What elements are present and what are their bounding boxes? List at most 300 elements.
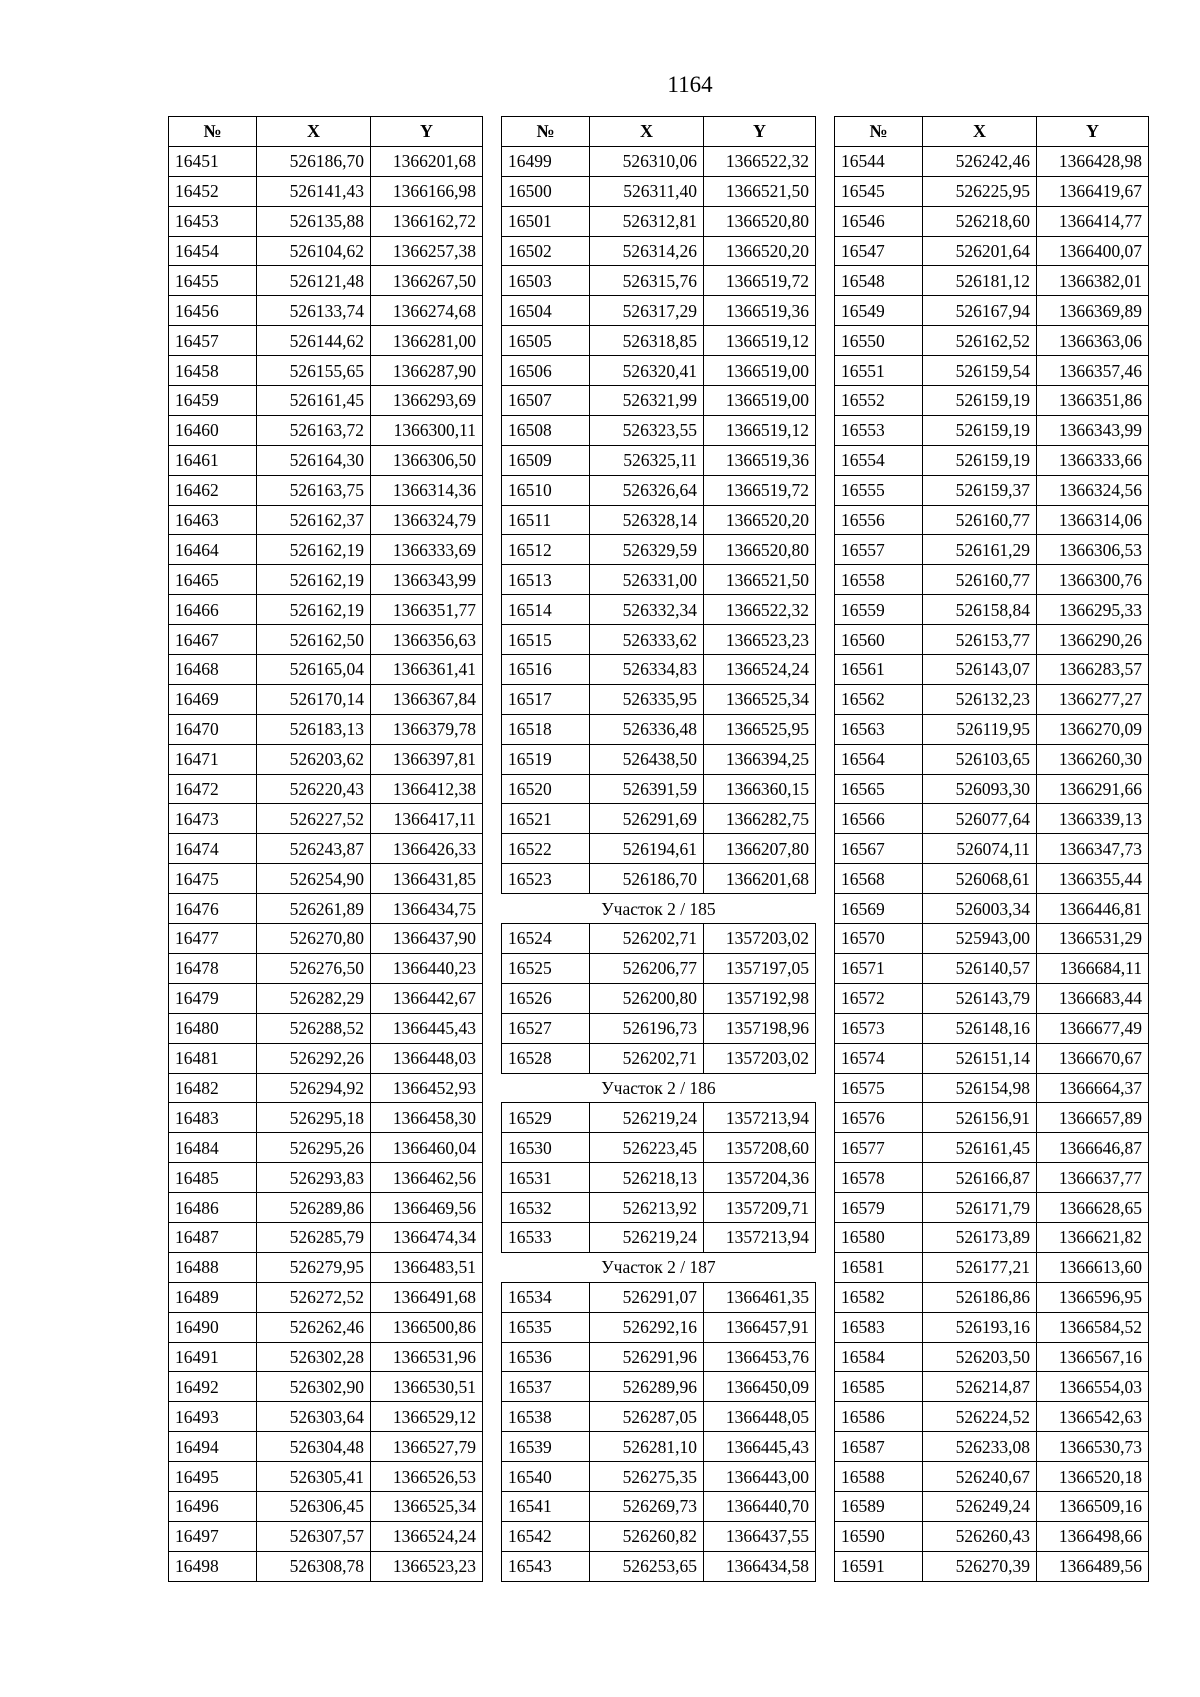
point-number: 16562 <box>835 684 923 714</box>
point-number: 16504 <box>502 296 590 326</box>
y-coordinate: 1357203,02 <box>704 924 816 954</box>
point-number: 16451 <box>169 146 257 176</box>
y-coordinate: 1366637,77 <box>1037 1163 1149 1193</box>
y-coordinate: 1366414,77 <box>1037 206 1149 236</box>
y-coordinate: 1366613,60 <box>1037 1252 1149 1282</box>
x-coordinate: 526159,19 <box>923 386 1037 416</box>
y-coordinate: 1366462,56 <box>371 1163 483 1193</box>
y-coordinate: 1366584,52 <box>1037 1312 1149 1342</box>
y-coordinate: 1366274,68 <box>371 296 483 326</box>
y-coordinate: 1366520,20 <box>704 236 816 266</box>
table-row <box>835 864 1149 894</box>
y-coordinate: 1366293,69 <box>371 386 483 416</box>
y-coordinate: 1366520,18 <box>1037 1462 1149 1492</box>
table-row <box>502 176 816 206</box>
table-row <box>502 655 816 685</box>
y-coordinate: 1366343,99 <box>1037 415 1149 445</box>
x-coordinate: 526331,00 <box>590 565 704 595</box>
x-coordinate: 526334,83 <box>590 655 704 685</box>
x-coordinate: 526262,46 <box>257 1312 371 1342</box>
y-coordinate: 1366483,51 <box>371 1252 483 1282</box>
table-row <box>835 505 1149 535</box>
point-number: 16538 <box>502 1402 590 1432</box>
point-number: 16454 <box>169 236 257 266</box>
point-number: 16496 <box>169 1491 257 1521</box>
y-coordinate: 1366324,79 <box>371 505 483 535</box>
x-coordinate: 526249,24 <box>923 1491 1037 1521</box>
table-row <box>502 1133 816 1163</box>
x-coordinate: 526068,61 <box>923 864 1037 894</box>
point-number: 16510 <box>502 475 590 505</box>
y-coordinate: 1366474,34 <box>371 1222 483 1252</box>
point-number: 16574 <box>835 1043 923 1073</box>
y-coordinate: 1366440,70 <box>704 1491 816 1521</box>
y-coordinate: 1366519,72 <box>704 266 816 296</box>
y-coordinate: 1366300,11 <box>371 415 483 445</box>
x-coordinate: 526326,64 <box>590 475 704 505</box>
x-coordinate: 526103,65 <box>923 744 1037 774</box>
point-number: 16459 <box>169 386 257 416</box>
x-coordinate: 526193,16 <box>923 1312 1037 1342</box>
y-coordinate: 1366267,50 <box>371 266 483 296</box>
table-row <box>835 475 1149 505</box>
y-coordinate: 1366295,33 <box>1037 595 1149 625</box>
point-number: 16521 <box>502 804 590 834</box>
table-row <box>502 266 816 296</box>
point-number: 16480 <box>169 1013 257 1043</box>
x-coordinate: 526438,50 <box>590 744 704 774</box>
y-coordinate: 1357204,36 <box>704 1163 816 1193</box>
table-row <box>502 445 816 475</box>
section-row <box>502 894 816 924</box>
point-number: 16487 <box>169 1222 257 1252</box>
x-coordinate: 526329,59 <box>590 535 704 565</box>
point-number: 16494 <box>169 1432 257 1462</box>
x-coordinate: 526160,77 <box>923 565 1037 595</box>
table-row <box>835 1372 1149 1402</box>
header-y: Y <box>1037 117 1149 147</box>
point-number: 16514 <box>502 595 590 625</box>
y-coordinate: 1366460,04 <box>371 1133 483 1163</box>
y-coordinate: 1366519,36 <box>704 445 816 475</box>
y-coordinate: 1366419,67 <box>1037 176 1149 206</box>
point-number: 16553 <box>835 415 923 445</box>
table-row <box>169 1193 483 1223</box>
x-coordinate: 526164,30 <box>257 445 371 475</box>
point-number: 16573 <box>835 1013 923 1043</box>
y-coordinate: 1366400,07 <box>1037 236 1149 266</box>
y-coordinate: 1366542,63 <box>1037 1402 1149 1432</box>
point-number: 16554 <box>835 445 923 475</box>
table-row <box>169 1222 483 1252</box>
point-number: 16545 <box>835 176 923 206</box>
y-coordinate: 1366519,12 <box>704 415 816 445</box>
header-x: X <box>923 117 1037 147</box>
point-number: 16532 <box>502 1193 590 1223</box>
x-coordinate: 526289,86 <box>257 1193 371 1223</box>
x-coordinate: 526161,45 <box>257 386 371 416</box>
x-coordinate: 526159,54 <box>923 356 1037 386</box>
table-row <box>169 415 483 445</box>
x-coordinate: 526219,24 <box>590 1222 704 1252</box>
y-coordinate: 1366356,63 <box>371 625 483 655</box>
y-coordinate: 1366657,89 <box>1037 1103 1149 1133</box>
table-row <box>835 894 1149 924</box>
table-row <box>502 714 816 744</box>
y-coordinate: 1366355,44 <box>1037 864 1149 894</box>
table-row <box>502 804 816 834</box>
point-number: 16575 <box>835 1073 923 1103</box>
point-number: 16582 <box>835 1282 923 1312</box>
point-number: 16590 <box>835 1521 923 1551</box>
table-row <box>835 655 1149 685</box>
y-coordinate: 1366351,77 <box>371 595 483 625</box>
y-coordinate: 1366521,50 <box>704 176 816 206</box>
point-number: 16484 <box>169 1133 257 1163</box>
y-coordinate: 1366434,58 <box>704 1551 816 1581</box>
y-coordinate: 1366431,85 <box>371 864 483 894</box>
x-coordinate: 526166,87 <box>923 1163 1037 1193</box>
point-number: 16569 <box>835 894 923 924</box>
table-row <box>169 864 483 894</box>
table-row <box>835 1013 1149 1043</box>
x-coordinate: 526294,92 <box>257 1073 371 1103</box>
y-coordinate: 1366437,90 <box>371 924 483 954</box>
point-number: 16526 <box>502 983 590 1013</box>
x-coordinate: 526315,76 <box>590 266 704 296</box>
point-number: 16465 <box>169 565 257 595</box>
point-number: 16452 <box>169 176 257 206</box>
table-row <box>835 386 1149 416</box>
x-coordinate: 526261,89 <box>257 894 371 924</box>
x-coordinate: 526270,80 <box>257 924 371 954</box>
x-coordinate: 526224,52 <box>923 1402 1037 1432</box>
x-coordinate: 526162,19 <box>257 565 371 595</box>
table-row <box>169 1163 483 1193</box>
x-coordinate: 526143,79 <box>923 983 1037 1013</box>
x-coordinate: 526200,80 <box>590 983 704 1013</box>
y-coordinate: 1366201,68 <box>371 146 483 176</box>
table-row <box>835 1462 1149 1492</box>
y-coordinate: 1366519,00 <box>704 386 816 416</box>
y-coordinate: 1366457,91 <box>704 1312 816 1342</box>
table-row <box>169 714 483 744</box>
point-number: 16488 <box>169 1252 257 1282</box>
x-coordinate: 526162,52 <box>923 326 1037 356</box>
point-number: 16502 <box>502 236 590 266</box>
table-row <box>502 924 816 954</box>
table-row <box>169 1282 483 1312</box>
point-number: 16565 <box>835 774 923 804</box>
table-row <box>835 535 1149 565</box>
table-row <box>169 744 483 774</box>
y-coordinate: 1366257,38 <box>371 236 483 266</box>
y-coordinate: 1366458,30 <box>371 1103 483 1133</box>
x-coordinate: 526314,26 <box>590 236 704 266</box>
x-coordinate: 526186,70 <box>590 864 704 894</box>
x-coordinate: 526155,65 <box>257 356 371 386</box>
y-coordinate: 1357208,60 <box>704 1133 816 1163</box>
point-number: 16460 <box>169 415 257 445</box>
table-row <box>169 1551 483 1581</box>
x-coordinate: 526161,29 <box>923 535 1037 565</box>
y-coordinate: 1366166,98 <box>371 176 483 206</box>
table-row <box>502 296 816 326</box>
x-coordinate: 526202,71 <box>590 924 704 954</box>
table-row <box>502 565 816 595</box>
x-coordinate: 526165,04 <box>257 655 371 685</box>
point-number: 16489 <box>169 1282 257 1312</box>
x-coordinate: 526332,34 <box>590 595 704 625</box>
y-coordinate: 1366621,82 <box>1037 1222 1149 1252</box>
y-coordinate: 1366519,36 <box>704 296 816 326</box>
y-coordinate: 1366519,00 <box>704 356 816 386</box>
point-number: 16533 <box>502 1222 590 1252</box>
y-coordinate: 1366443,00 <box>704 1462 816 1492</box>
point-number: 16477 <box>169 924 257 954</box>
x-coordinate: 526254,90 <box>257 864 371 894</box>
table-row <box>502 1462 816 1492</box>
point-number: 16522 <box>502 834 590 864</box>
point-number: 16535 <box>502 1312 590 1342</box>
point-number: 16515 <box>502 625 590 655</box>
point-number: 16505 <box>502 326 590 356</box>
y-coordinate: 1366379,78 <box>371 714 483 744</box>
table-row <box>502 475 816 505</box>
y-coordinate: 1366531,96 <box>371 1342 483 1372</box>
point-number: 16468 <box>169 655 257 685</box>
y-coordinate: 1357203,02 <box>704 1043 816 1073</box>
x-coordinate: 526310,06 <box>590 146 704 176</box>
y-coordinate: 1366397,81 <box>371 744 483 774</box>
table-row <box>169 236 483 266</box>
page-number: 1164 <box>667 72 713 97</box>
table-row <box>169 1013 483 1043</box>
y-coordinate: 1366343,99 <box>371 565 483 595</box>
table-row <box>835 804 1149 834</box>
table-row <box>835 924 1149 954</box>
x-coordinate: 526140,57 <box>923 953 1037 983</box>
x-coordinate: 526173,89 <box>923 1222 1037 1252</box>
y-coordinate: 1366437,55 <box>704 1521 816 1551</box>
x-coordinate: 526158,84 <box>923 595 1037 625</box>
y-coordinate: 1357197,05 <box>704 953 816 983</box>
table-row <box>502 625 816 655</box>
x-coordinate: 526148,16 <box>923 1013 1037 1043</box>
table-row <box>169 1402 483 1432</box>
y-coordinate: 1366646,87 <box>1037 1133 1149 1163</box>
y-coordinate: 1366357,46 <box>1037 356 1149 386</box>
x-coordinate: 526287,05 <box>590 1402 704 1432</box>
point-number: 16529 <box>502 1103 590 1133</box>
point-number: 16586 <box>835 1402 923 1432</box>
table-row <box>169 266 483 296</box>
table-row <box>502 953 816 983</box>
table-row <box>835 146 1149 176</box>
x-coordinate: 526159,37 <box>923 475 1037 505</box>
y-coordinate: 1366347,73 <box>1037 834 1149 864</box>
table-row <box>169 1312 483 1342</box>
point-number: 16512 <box>502 535 590 565</box>
point-number: 16552 <box>835 386 923 416</box>
x-coordinate: 526163,72 <box>257 415 371 445</box>
point-number: 16483 <box>169 1103 257 1133</box>
x-coordinate: 526177,21 <box>923 1252 1037 1282</box>
y-coordinate: 1357209,71 <box>704 1193 816 1223</box>
y-coordinate: 1366664,37 <box>1037 1073 1149 1103</box>
table-row <box>835 415 1149 445</box>
point-number: 16472 <box>169 774 257 804</box>
y-coordinate: 1366339,13 <box>1037 804 1149 834</box>
table-row <box>502 834 816 864</box>
point-number: 16547 <box>835 236 923 266</box>
header-number: № <box>169 117 257 147</box>
x-coordinate: 526162,19 <box>257 595 371 625</box>
point-number: 16500 <box>502 176 590 206</box>
y-coordinate: 1366270,09 <box>1037 714 1149 744</box>
y-coordinate: 1366162,72 <box>371 206 483 236</box>
y-coordinate: 1366434,75 <box>371 894 483 924</box>
point-number: 16591 <box>835 1551 923 1581</box>
y-coordinate: 1366524,24 <box>704 655 816 685</box>
x-coordinate: 526307,57 <box>257 1521 371 1551</box>
point-number: 16471 <box>169 744 257 774</box>
table-row <box>835 1312 1149 1342</box>
x-coordinate: 526170,14 <box>257 684 371 714</box>
table-row <box>169 1043 483 1073</box>
point-number: 16485 <box>169 1163 257 1193</box>
point-number: 16534 <box>502 1282 590 1312</box>
y-coordinate: 1366361,41 <box>371 655 483 685</box>
header-x: X <box>590 117 704 147</box>
table-row <box>502 1103 816 1133</box>
table-row <box>169 146 483 176</box>
table-row <box>502 236 816 266</box>
x-coordinate: 526186,86 <box>923 1282 1037 1312</box>
y-coordinate: 1366461,35 <box>704 1282 816 1312</box>
point-number: 16564 <box>835 744 923 774</box>
point-number: 16516 <box>502 655 590 685</box>
point-number: 16566 <box>835 804 923 834</box>
point-number: 16491 <box>169 1342 257 1372</box>
point-number: 16523 <box>502 864 590 894</box>
y-coordinate: 1366628,65 <box>1037 1193 1149 1223</box>
point-number: 16469 <box>169 684 257 714</box>
section-title: Участок 2 / 185 <box>502 894 816 924</box>
point-number: 16587 <box>835 1432 923 1462</box>
table-row <box>502 1372 816 1402</box>
y-coordinate: 1366596,95 <box>1037 1282 1149 1312</box>
point-number: 16580 <box>835 1222 923 1252</box>
section-title: Участок 2 / 187 <box>502 1252 816 1282</box>
coordinates-table-3 <box>834 116 1149 1582</box>
table-row <box>835 1491 1149 1521</box>
table-row <box>835 356 1149 386</box>
x-coordinate: 526201,64 <box>923 236 1037 266</box>
x-coordinate: 526183,13 <box>257 714 371 744</box>
table-row <box>502 535 816 565</box>
x-coordinate: 526317,29 <box>590 296 704 326</box>
x-coordinate: 526214,87 <box>923 1372 1037 1402</box>
y-coordinate: 1366428,98 <box>1037 146 1149 176</box>
x-coordinate: 526162,19 <box>257 535 371 565</box>
coordinates-table-1 <box>168 116 483 1582</box>
table-row <box>169 356 483 386</box>
x-coordinate: 526135,88 <box>257 206 371 236</box>
table-row <box>169 1521 483 1551</box>
table-row <box>169 565 483 595</box>
x-coordinate: 526269,73 <box>590 1491 704 1521</box>
x-coordinate: 526240,67 <box>923 1462 1037 1492</box>
y-coordinate: 1366670,67 <box>1037 1043 1149 1073</box>
table-row <box>835 625 1149 655</box>
point-number: 16461 <box>169 445 257 475</box>
point-number: 16499 <box>502 146 590 176</box>
point-number: 16558 <box>835 565 923 595</box>
table-row <box>169 206 483 236</box>
table-row <box>835 1163 1149 1193</box>
x-coordinate: 526162,50 <box>257 625 371 655</box>
point-number: 16546 <box>835 206 923 236</box>
point-number: 16563 <box>835 714 923 744</box>
point-number: 16531 <box>502 1163 590 1193</box>
x-coordinate: 526163,75 <box>257 475 371 505</box>
point-number: 16527 <box>502 1013 590 1043</box>
y-coordinate: 1366500,86 <box>371 1312 483 1342</box>
y-coordinate: 1366509,16 <box>1037 1491 1149 1521</box>
x-coordinate: 526159,19 <box>923 415 1037 445</box>
y-coordinate: 1366489,56 <box>1037 1551 1149 1581</box>
x-coordinate: 526333,62 <box>590 625 704 655</box>
x-coordinate: 526312,81 <box>590 206 704 236</box>
y-coordinate: 1366525,34 <box>371 1491 483 1521</box>
x-coordinate: 526323,55 <box>590 415 704 445</box>
x-coordinate: 526291,07 <box>590 1282 704 1312</box>
point-number: 16551 <box>835 356 923 386</box>
x-coordinate: 526281,10 <box>590 1432 704 1462</box>
table-row <box>169 1252 483 1282</box>
x-coordinate: 526202,71 <box>590 1043 704 1073</box>
x-coordinate: 526144,62 <box>257 326 371 356</box>
point-number: 16474 <box>169 834 257 864</box>
table-row <box>169 1491 483 1521</box>
y-coordinate: 1366684,11 <box>1037 953 1149 983</box>
y-coordinate: 1366382,01 <box>1037 266 1149 296</box>
y-coordinate: 1366520,80 <box>704 535 816 565</box>
point-number: 16550 <box>835 326 923 356</box>
table-row <box>502 1551 816 1581</box>
y-coordinate: 1366527,79 <box>371 1432 483 1462</box>
point-number: 16506 <box>502 356 590 386</box>
section-title: Участок 2 / 186 <box>502 1073 816 1103</box>
point-number: 16588 <box>835 1462 923 1492</box>
y-coordinate: 1366522,32 <box>704 595 816 625</box>
point-number: 16486 <box>169 1193 257 1223</box>
y-coordinate: 1366367,84 <box>371 684 483 714</box>
x-coordinate: 526225,95 <box>923 176 1037 206</box>
x-coordinate: 526218,13 <box>590 1163 704 1193</box>
y-coordinate: 1366524,24 <box>371 1521 483 1551</box>
y-coordinate: 1366291,66 <box>1037 774 1149 804</box>
table-row <box>835 266 1149 296</box>
point-number: 16539 <box>502 1432 590 1462</box>
x-coordinate: 526293,83 <box>257 1163 371 1193</box>
table-row <box>169 296 483 326</box>
point-number: 16466 <box>169 595 257 625</box>
y-coordinate: 1366525,34 <box>704 684 816 714</box>
table-row <box>169 983 483 1013</box>
table-row <box>502 744 816 774</box>
